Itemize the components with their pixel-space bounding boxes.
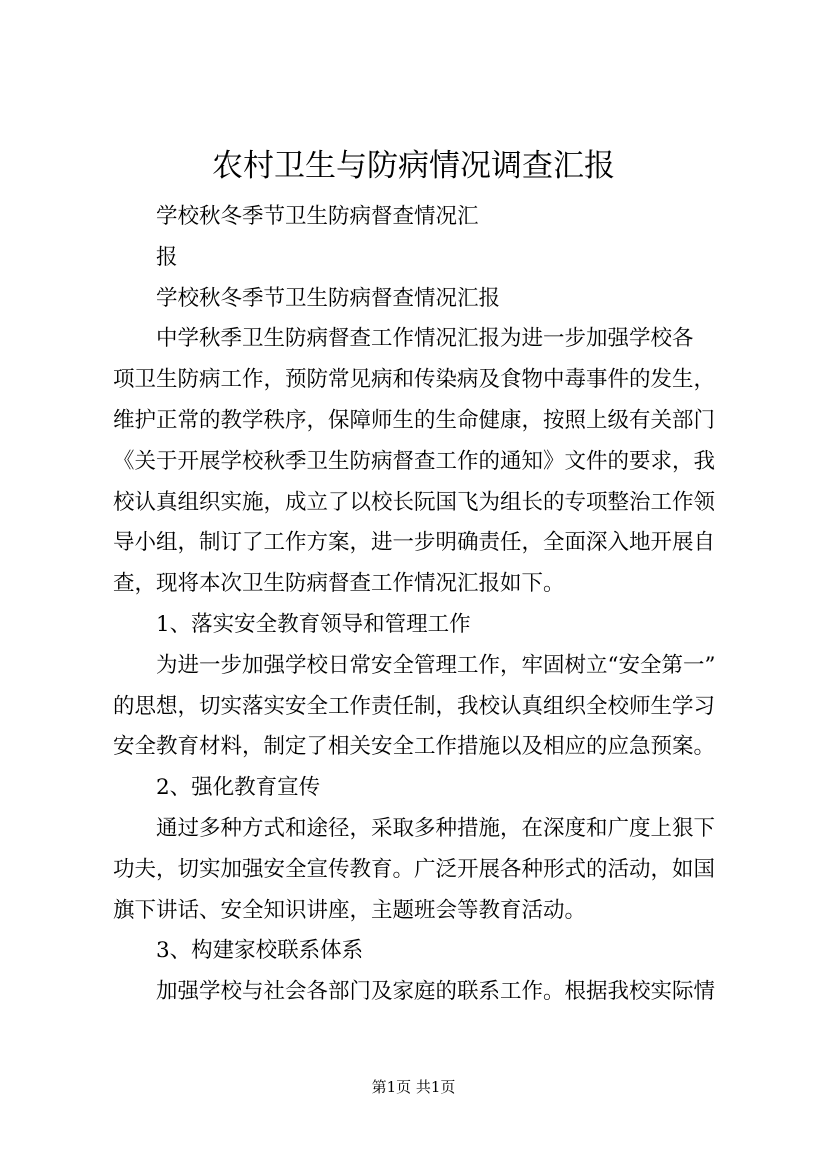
text-line: 查，现将本次卫生防病督查工作情况汇报如下。	[113, 571, 565, 597]
text-line: 学校秋冬季节卫生防病督查情况汇	[156, 204, 479, 229]
text-line: 通过多种方式和途径，采取多种措施，在深度和广度上狠下	[156, 815, 716, 841]
text-line: 学校秋冬季节卫生防病督查情况汇报	[156, 285, 501, 311]
text-line: 1、落实安全教育领导和管理工作	[156, 611, 471, 637]
text-line: 旗下讲话、安全知识讲座，主题班会等教育活动。	[113, 897, 587, 923]
text-line: 报	[156, 244, 178, 270]
text-line: 中学秋季卫生防病督查工作情况汇报为进一步加强学校各	[156, 326, 694, 352]
body-paragraph-3	[113, 972, 718, 1013]
document-body	[113, 197, 718, 1013]
text-line: 功夫，切实加强安全宣传教育。广泛开展各种形式的活动，如国	[113, 856, 716, 882]
text-line: 为进一步加强学校日常安全管理工作，牢固树立“安全第一”	[156, 652, 716, 678]
section-heading-3	[113, 931, 718, 972]
text-line: 加强学校与社会各部门及家庭的联系工作。根据我校实际情	[156, 979, 716, 1005]
document-title: 农村卫生与防病情况调查汇报	[212, 148, 615, 184]
text-line: 项卫生防病工作，预防常见病和传染病及食物中毒事件的发生，	[113, 367, 716, 393]
text-line: 的思想，切实落实安全工作责任制，我校认真组织全校师生学习	[113, 693, 716, 719]
text-line: 《关于开展学校秋季卫生防病督查工作的通知》文件的要求，我	[113, 448, 716, 474]
text-line: 校认真组织实施，成立了以校长阮国飞为组长的专项整治工作领	[113, 489, 716, 515]
body-paragraph-intro	[113, 319, 718, 605]
text-line: 2、强化教育宣传	[156, 775, 321, 801]
text-line: 维护正常的教学秩序，保障师生的生命健康，按照上级有关部门	[113, 407, 716, 433]
text-line: 3、构建家校联系体系	[156, 938, 364, 964]
body-paragraph-1	[113, 646, 718, 768]
text-line: 安全教育材料，制定了相关安全工作措施以及相应的应急预案。	[113, 734, 716, 760]
heading-line-1	[113, 197, 718, 279]
section-heading-2	[113, 768, 718, 809]
body-paragraph-2	[113, 809, 718, 931]
heading-line-2	[113, 279, 718, 320]
text-line: 导小组，制订了工作方案，进一步明确责任，全面深入地开展自	[113, 530, 716, 556]
section-heading-1	[113, 605, 718, 646]
page-footer: 第1页 共1页	[371, 1078, 456, 1096]
